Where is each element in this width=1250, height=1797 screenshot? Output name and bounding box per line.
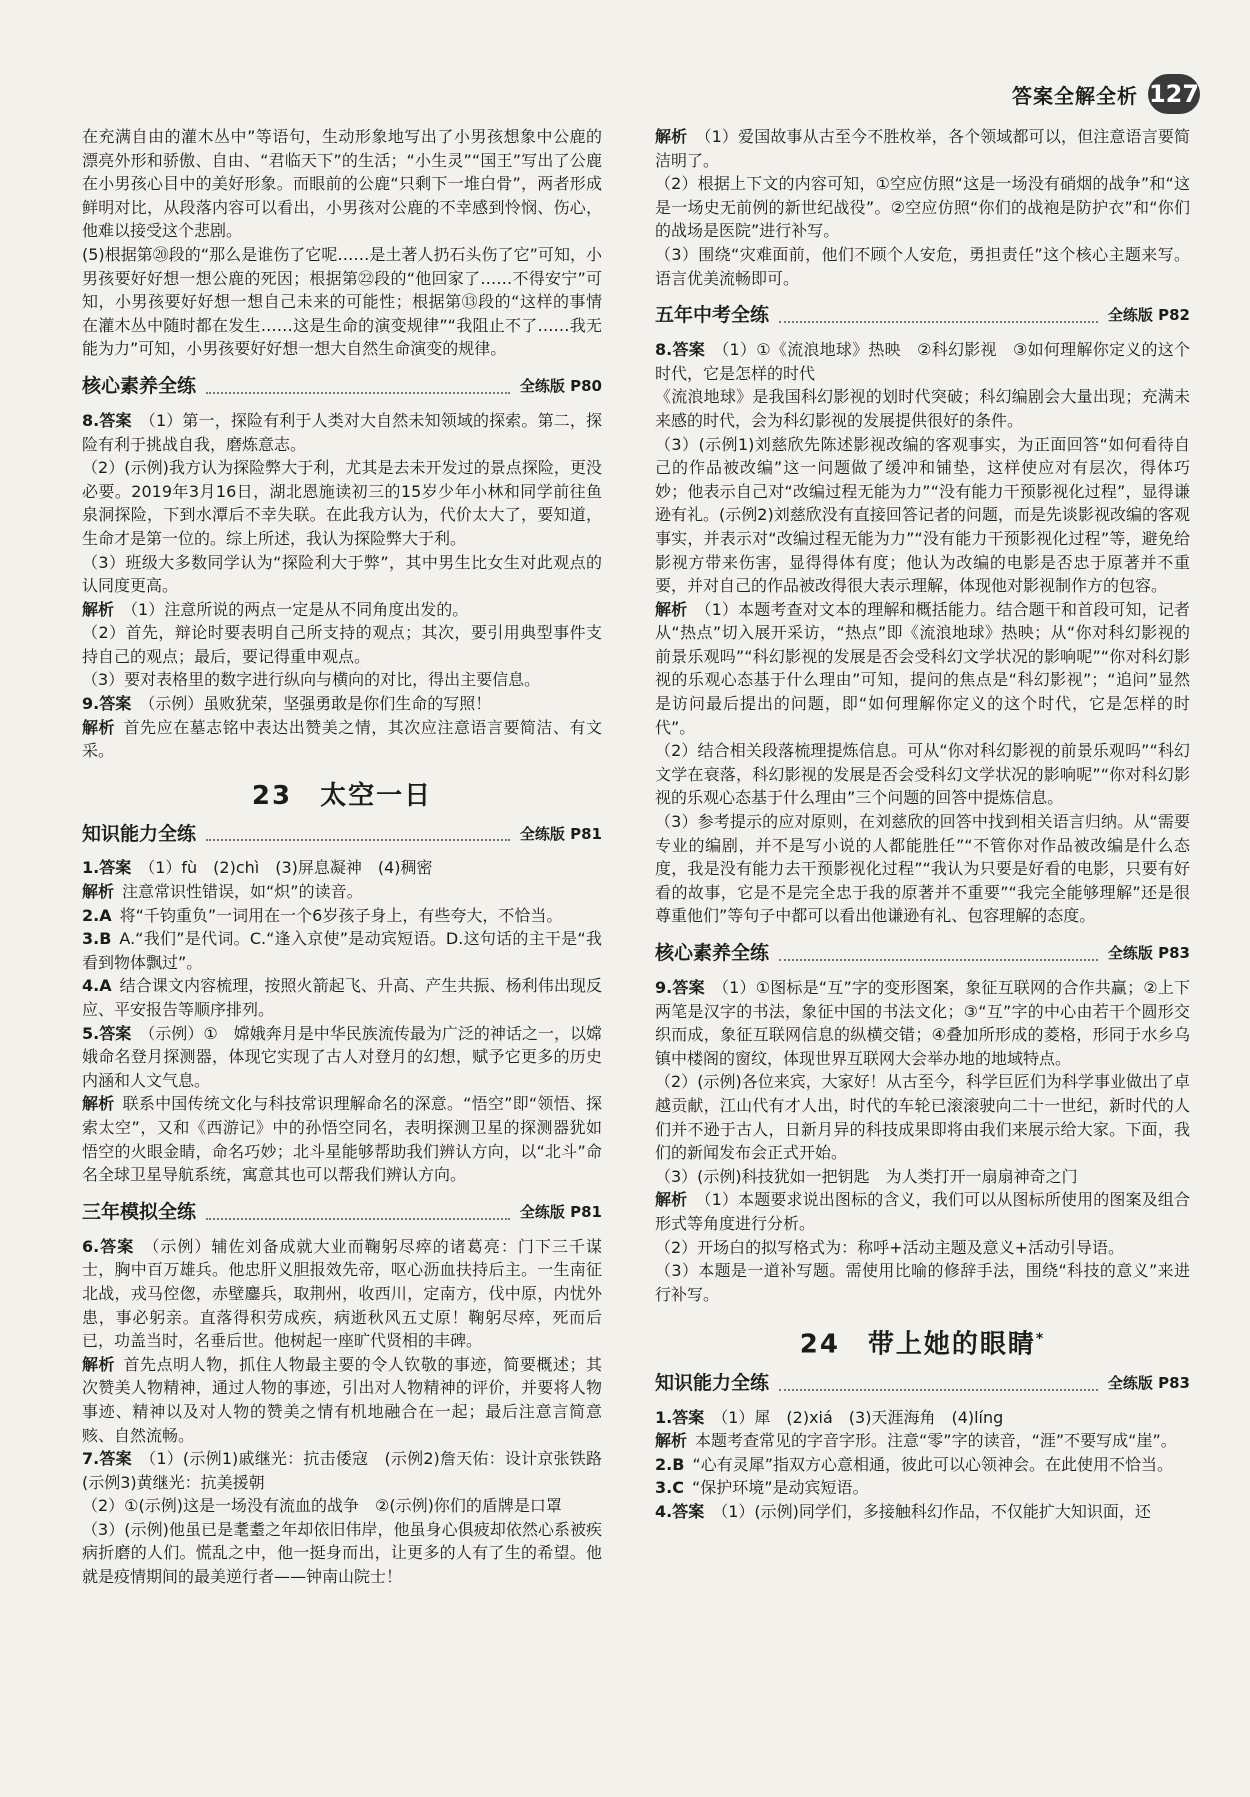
section-header bbox=[655, 940, 1190, 968]
answer-item bbox=[655, 1236, 1190, 1260]
left-column bbox=[82, 125, 619, 1589]
answer-text: 首先应在墓志铭中表达出赞美之情，其次应注意语言要简洁、有文采。 bbox=[82, 717, 602, 761]
left-intro bbox=[82, 125, 602, 361]
answer-item bbox=[655, 739, 1190, 810]
answer-item bbox=[655, 125, 1190, 172]
answer-item bbox=[655, 1500, 1190, 1524]
answer-list bbox=[82, 1235, 619, 1589]
answer-text: （1）本题要求说出图标的含义，我们可以从图标所使用的图案及组合形式等角度进行分析。 bbox=[655, 1190, 1190, 1233]
answer-text: （1）第一，探险有利于人类对大自然未知领域的探索。第二，探险有利于挑战自我，磨炼意志。 bbox=[82, 410, 602, 454]
answer-text: 本题考查常见的字音字形。注意“零”字的读音，“涯”不要写成“崖”。 bbox=[695, 1431, 1177, 1451]
lesson-title-text: 24 带上她的眼睛 bbox=[799, 1329, 1036, 1360]
section-header bbox=[82, 373, 602, 401]
answer-label: 解析 bbox=[655, 1190, 688, 1210]
section-header bbox=[655, 302, 1190, 330]
answer-text: （3）(示例)他虽已是耄耋之年却依旧伟岸，他虽身心俱疲却依然心系被疾病折磨的人们。慌乱之中，他一挺身而出，让更多的人有了生的希望。他就是疫情期间的最美逆行者——钟南山院士！ bbox=[82, 1519, 602, 1587]
answer-text: 首先点明人物，抓住人物最主要的令人钦敬的事迹，简要概述；其次赞美人物精神，通过人物的事迹，引出对人物精神的评价，并要将人物事迹、精神以及对人物的赞美之情有机地融合在一起；最后注意言简意赅、自然流畅。 bbox=[82, 1354, 602, 1445]
answer-label: 5.答案 bbox=[82, 1023, 132, 1043]
answer-text: （3）(示例1)刘慈欣先陈述影视改编的客观事实，为正面回答“如何看待自己的作品被改编”这一问题做了缓冲和铺垫，这样使应对有层次，得体巧妙；他表示自己对“改编过程无能为力”“没有能力干预影视化过程”，显得谦逊有礼。(示例2)刘慈欣没有直接回答记者的问题，而是先谈影视改编的客观事实，并表示对“改编过程无能为力”“没有能力干预影视化过程”等，避免给影视方带来伤害，显得得体有度；他认为改编的电影是否忠于原著并不重要，并对自己的作品被改得很大表示理解，体现他对影视制作方的包容。 bbox=[655, 434, 1190, 596]
answer-item bbox=[82, 1447, 619, 1494]
answer-label: 解析 bbox=[82, 1354, 116, 1374]
leader-dots bbox=[206, 1206, 510, 1220]
answer-label: 8.答案 bbox=[82, 410, 132, 430]
answer-label: 9.答案 bbox=[82, 694, 132, 714]
answer-list bbox=[655, 338, 1190, 928]
answer-text: （3）围绕“灾难面前，他们不顾个人安危，勇担责任”这个核心主题来写。语言优美流畅即可。 bbox=[655, 244, 1190, 288]
paragraph: (5)根据第⑳段的“那么是谁伤了它呢……是土著人扔石头伤了它”可知，小男孩要好好想一想公鹿的死因；根据第㉒段的“他回家了……不得安宁”可知，小男孩要好好想一想自己未来的可能性；根据第⑬段的“这样的事情在灌木丛中随时都在发生……这是生命的演变规律”“我阻止不了……我无能为力”可知，小男孩要好好想一想大自然生命演变的规律。 bbox=[82, 244, 602, 359]
answer-text: 注意常识性错误，如“炽”的读音。 bbox=[122, 882, 363, 902]
answer-item bbox=[82, 1518, 602, 1589]
answer-text: 结合课文内容梳理，按照火箭起飞、升高、产生共振、杨利伟出现反应、平安报告等顺序排列。 bbox=[82, 976, 602, 1019]
answer-label: 6.答案 bbox=[82, 1236, 135, 1256]
answer-text: 将“千钧重负”一词用在一个6岁孩子身上，有些夸大，不恰当。 bbox=[119, 905, 563, 925]
answer-text: （1）爱国故事从古至今不胜枚举，各个领域都可以，但注意语言要简洁明了。 bbox=[655, 127, 1190, 170]
answer-item bbox=[82, 716, 602, 763]
answer-text: （2）①(示例)这是一场没有流血的战争 ②(示例)你们的盾牌是口罩 bbox=[82, 1496, 562, 1516]
answer-text: （2）(示例)我方认为探险弊大于利，尤其是去未开发过的景点探险，更没必要。2019年3月16日，湖北恩施读初三的15岁少年小林和同学前往鱼泉洞探险，下到水潭后不幸失联。在此我方认为，代价太大了，要知道，生命才是第一位的。综上所述，我认为探险弊大于利。 bbox=[82, 458, 602, 548]
answer-item bbox=[82, 621, 602, 668]
answer-text: （1）注意所说的两点一定是从不同角度出发的。 bbox=[122, 599, 469, 619]
answer-text: （1）fù (2)chì (3)屏息凝神 (4)稠密 bbox=[139, 858, 433, 878]
answer-label: 1.答案 bbox=[82, 858, 132, 878]
answer-item bbox=[82, 904, 602, 928]
section-ref: 全练版 P80 bbox=[519, 377, 602, 396]
answer-text: （3）要对表格里的数字进行纵向与横向的对比，得出主要信息。 bbox=[82, 670, 541, 690]
answer-label: 解析 bbox=[82, 717, 116, 737]
leader-dots bbox=[779, 1377, 1098, 1391]
answer-text: A.“我们”是代词。C.“逢入京使”是动宾短语。D.这句话的主干是“我看到物体飘过”。 bbox=[82, 929, 602, 972]
answer-item bbox=[82, 1353, 602, 1447]
answer-text: （2）根据上下文的内容可知，①空应仿照“这是一场没有硝烟的战争”和“这是一场史无前例的新世纪战役”。②空应仿照“你们的战袍是防护衣”和“你们的战场是医院”进行补写。 bbox=[655, 174, 1190, 241]
answer-text: “心有灵犀”指双方心意相通，彼此可以心领神会。在此使用不恰当。 bbox=[692, 1454, 1173, 1474]
answer-item bbox=[655, 1165, 1190, 1189]
answer-list bbox=[82, 409, 602, 763]
right-column bbox=[655, 125, 1190, 1524]
answer-label: 8.答案 bbox=[655, 340, 705, 360]
leader-dots bbox=[779, 947, 1098, 961]
answer-text: （2）首先，辩论时要表明自己所支持的观点；其次，要引用典型事件支持自己的观点；最后，要记得重申观点。 bbox=[82, 623, 602, 666]
answer-label: 7.答案 bbox=[82, 1449, 132, 1469]
answer-text: （3）(示例)科技犹如一把钥匙 为人类打开一扇扇神奇之门 bbox=[655, 1166, 1078, 1186]
answer-text: （1）①图标是“互”字的变形图案，象征互联网的合作共赢；②上下两笔是汉字的书法，象征中国的书法文化；③“互”字的中心由若干个圆形交织而成，象征互联网信息的纵横交错；④叠加所形成的菱格，形同于水乡乌镇中楼阁的窗纹，体现世界互联网大会举办地的地域特点。 bbox=[655, 978, 1190, 1068]
section-ref: 全练版 P82 bbox=[1107, 306, 1190, 325]
answer-text: （3）参考提示的应对原则，在刘慈欣的回答中找到相关语言归纳。从“需要专业的编剧，并不是写小说的人都能胜任”“不管你对作品被改编是什么态度，我是没有能力去干预影视化过程”“我认为只要是好看的电影，只要有好看的故事，它是不是完全忠于我的原著并不重要”“我完全能够理解”还是很尊重他们”等句子中都可以看出他谦逊有礼、包容理解的态度。 bbox=[655, 812, 1190, 926]
lesson-mark: * bbox=[1035, 1331, 1046, 1348]
answer-item bbox=[655, 1406, 1190, 1430]
answer-item bbox=[655, 1259, 1190, 1306]
section-ref: 全练版 P81 bbox=[519, 1202, 602, 1221]
answer-item bbox=[655, 172, 1190, 243]
answer-item bbox=[82, 974, 602, 1021]
section-title: 核心素养全练 bbox=[82, 375, 197, 398]
answer-text: （1）犀 (2)xiá (3)天涯海角 (4)líng bbox=[712, 1407, 1004, 1427]
answer-text: （示例）① 嫦娥奔月是中华民族流传最为广泛的神话之一，以嫦娥命名登月探测器，体现它实现了古人对登月的幻想，赋予它更多的历史内涵和人文气息。 bbox=[82, 1023, 602, 1090]
answer-item bbox=[82, 409, 602, 456]
answer-label: 解析 bbox=[655, 599, 688, 619]
section-ref: 全练版 P83 bbox=[1107, 1373, 1190, 1392]
answer-item bbox=[655, 976, 1190, 1070]
answer-item bbox=[82, 1022, 602, 1093]
section-title: 三年模拟全练 bbox=[82, 1200, 197, 1223]
lesson-title: 23 太空一日 bbox=[251, 780, 433, 811]
answer-item bbox=[655, 1453, 1190, 1477]
answer-label: 解析 bbox=[655, 1431, 688, 1451]
answer-text: （1）(示例1)戚继光：抗击倭寇 (示例2)詹天佑：设计京张铁路 (示例3)黄继光：抗美援朝 bbox=[82, 1449, 619, 1492]
answer-item bbox=[82, 456, 602, 550]
answer-item bbox=[82, 598, 602, 622]
page-number: 127 bbox=[1148, 74, 1200, 114]
answer-item bbox=[82, 692, 602, 716]
answer-text: （1）①《流浪地球》热映 ②科幻影视 ③如何理解你定义的这个时代，它是怎样的时代 bbox=[655, 340, 1190, 383]
answer-label: 解析 bbox=[82, 1094, 115, 1114]
answer-item bbox=[655, 1476, 1190, 1500]
section-title: 五年中考全练 bbox=[655, 304, 770, 327]
answer-text: （示例）虽败犹荣，坚强勇敢是你们生命的写照！ bbox=[139, 694, 492, 714]
section-header bbox=[82, 1199, 602, 1227]
answer-item bbox=[82, 927, 602, 974]
lesson-title bbox=[655, 1328, 1190, 1360]
answer-item bbox=[655, 243, 1190, 290]
answer-list bbox=[655, 125, 1190, 290]
answer-label: 4.A bbox=[82, 976, 112, 996]
section-title: 知识能力全练 bbox=[82, 822, 197, 845]
section-title: 知识能力全练 bbox=[655, 1371, 770, 1394]
answer-item bbox=[655, 1188, 1190, 1235]
answer-item bbox=[655, 1070, 1190, 1164]
answer-text: （1）(示例)同学们，多接触科幻作品，不仅能扩大知识面，还 bbox=[712, 1501, 1151, 1521]
leader-dots bbox=[206, 827, 510, 841]
answer-item bbox=[655, 338, 1190, 385]
paragraph: 在充满自由的灌木丛中”等语句，生动形象地写出了小男孩想象中公鹿的漂亮外形和骄傲、自由、“君临天下”的生活；“小生灵”“国王”写出了公鹿在小男孩心目中的美好形象。而眼前的公鹿“只剩下一堆白骨”，两者形成鲜明对比，从段落内容可以看出，小男孩对公鹿的不幸感到怜悯、伤心，他难以接受这个悲剧。 bbox=[82, 127, 602, 241]
answer-item bbox=[82, 668, 602, 692]
answer-text: 联系中国传统文化与科技常识理解命名的深意。“悟空”即“领悟、探索太空”，又和《西游记》中的孙悟空同名，表明探测卫星的探测器犹如悟空的火眼金睛，命名巧妙；北斗星能够帮助我们辨认方向，以“北斗”命名全球卫星导航系统，寓意其也可以帮我们辨认方向。 bbox=[82, 1094, 602, 1185]
answer-label: 2.B bbox=[655, 1454, 685, 1474]
answer-label: 2.A bbox=[82, 905, 112, 925]
answer-text: （示例）辅佐刘备成就大业而鞠躬尽瘁的诸葛亮：门下三千谋士，胸中百万雄兵。他忠肝义胆报效先帝，呕心沥血扶持后主。一生南征北战，戎马倥偬，赤壁鏖兵，取荆州，收西川，定南方，伐中原，内忧外患，事必躬亲。直落得积劳成疾，病逝秋风五丈原！鞠躬尽瘁，死而后已，功盖当时，名垂后世。他树起一座旷代贤相的丰碑。 bbox=[82, 1236, 602, 1351]
answer-list bbox=[655, 976, 1190, 1306]
answer-label: 解析 bbox=[82, 599, 115, 619]
answer-text: （3）班级大多数同学认为“探险利大于弊”，其中男生比女生对此观点的认同度更高。 bbox=[82, 552, 602, 596]
section-ref: 全练版 P83 bbox=[1107, 944, 1190, 963]
answer-item bbox=[655, 810, 1190, 928]
answer-item bbox=[655, 1429, 1190, 1453]
answer-text: （3）本题是一道补写题。需使用比喻的修辞手法，围绕“科技的意义”来进行补写。 bbox=[655, 1261, 1190, 1304]
answer-text: （2）(示例)各位来宾，大家好！从古至今，科学巨匠们为科学事业做出了卓越贡献，江山代有才人出，时代的车轮已滚滚驶向二十一世纪，新时代的人们并不逊于古人，日新月异的科技成果即将由我们来展示给大家。下面，我们的新闻发布会正式开始。 bbox=[655, 1072, 1190, 1163]
section-ref: 全练版 P81 bbox=[519, 824, 602, 843]
section-header bbox=[655, 1370, 1190, 1398]
answer-label: 4.答案 bbox=[655, 1501, 705, 1521]
answer-item bbox=[82, 1494, 602, 1518]
answer-item bbox=[82, 551, 602, 598]
answer-label: 3.C bbox=[655, 1478, 684, 1498]
answer-list bbox=[82, 856, 602, 1186]
answer-item bbox=[82, 1092, 602, 1186]
answer-list bbox=[655, 1406, 1190, 1524]
section-header bbox=[82, 820, 602, 848]
answer-label: 1.答案 bbox=[655, 1407, 705, 1427]
answer-label: 解析 bbox=[82, 882, 115, 902]
answer-item bbox=[655, 598, 1190, 740]
answer-label: 3.B bbox=[82, 929, 112, 949]
answer-item bbox=[655, 385, 1190, 432]
answer-item bbox=[655, 433, 1190, 598]
answer-text: （2）结合相关段落梳理提炼信息。可从“你对科幻影视的前景乐观吗”“科幻文学在衰落，科幻影视的发展是否会受科幻文学状况的影响呢”“你对科幻影视的乐观心态基于什么理由”三个问题的回答中提炼信息。 bbox=[655, 741, 1190, 808]
leader-dots bbox=[206, 380, 510, 394]
answer-item bbox=[82, 880, 602, 904]
leader-dots bbox=[779, 309, 1098, 323]
answer-item bbox=[82, 856, 602, 880]
section-title: 核心素养全练 bbox=[655, 942, 770, 965]
answer-text: （1）本题考查对文本的理解和概括能力。结合题干和首段可知，记者从“热点”切入展开采访，“热点”即《流浪地球》热映；从“你对科幻影视的前景乐观吗”“科幻影视的发展是否会受科幻文学状况的影响呢”“你对科幻影视的乐观心态基于什么理由”可知，提问的焦点是“科幻影视”；“追问”显然是访问最后提出的问题，即“如何理解你定义的这个时代，它是怎样的时代”。 bbox=[655, 599, 1190, 737]
answer-text: 《流浪地球》是我国科幻影视的划时代突破；科幻编剧会大量出现；充满未来感的时代，会为科幻影视的发展提供很好的条件。 bbox=[655, 387, 1190, 430]
page-header bbox=[1012, 74, 1200, 114]
answer-item bbox=[82, 1235, 602, 1353]
answer-text: “保护环境”是动宾短语。 bbox=[691, 1478, 869, 1498]
answer-label: 9.答案 bbox=[655, 978, 705, 997]
answer-text: （2）开场白的拟写格式为：称呼+活动主题及意义+活动引导语。 bbox=[655, 1237, 1124, 1257]
answer-label: 解析 bbox=[655, 127, 688, 146]
header-title: 答案全解全析 bbox=[1012, 83, 1138, 108]
